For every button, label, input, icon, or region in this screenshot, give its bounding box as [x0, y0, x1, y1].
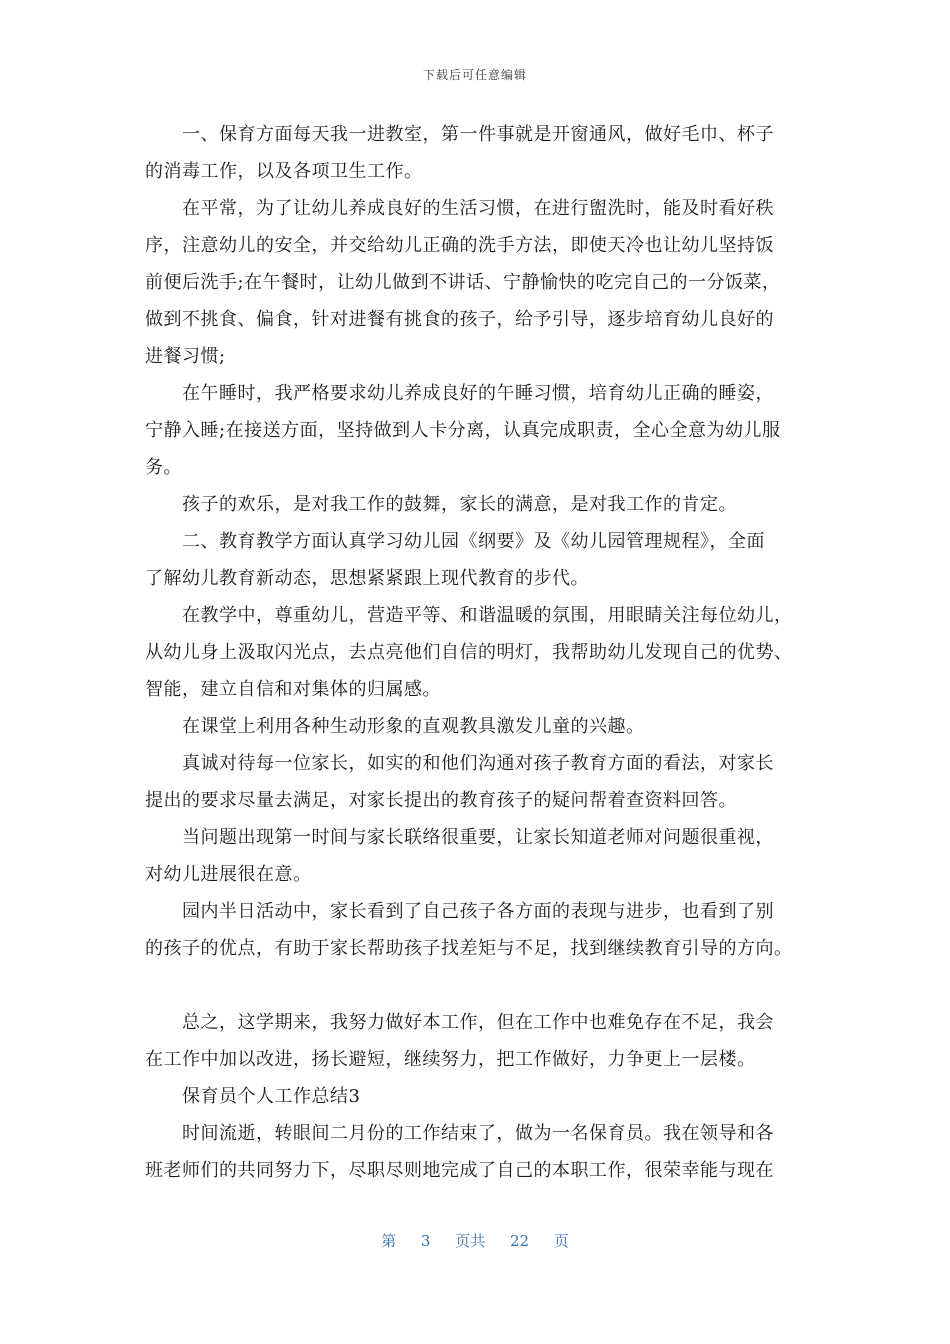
page-header: 下载后可任意编辑 [422, 68, 527, 82]
page-number-footer [0, 1230, 950, 1251]
paragraph-teaching-intro: 二、教育教学方面认真学习幼儿园《纲要》及《幼儿园管理规程》，全面 了解幼儿教育新动态，思想紧紧跟上现代教育的步代。 [145, 531, 765, 589]
section-heading: 保育员个人工作总结3 [182, 1086, 361, 1107]
paragraph-half-day-activity: 园内半日活动中，家长看到了自己孩子各方面的表现与进步，也看到了别 的孩子的优点，有助于家长帮助孩子找差矩与不足，找到继续教育引导的方向。 [145, 901, 793, 959]
paragraph-next-section: 时间流逝，转眼间二月份的工作结束了，做为一名保育员。我在领导和各 班老师们的共同努力下，尽职尽则地完成了自己的本职工作，很荣幸能与现在 [145, 1123, 774, 1181]
page-total: 22 [510, 1232, 530, 1250]
paragraph-teaching-aids: 在课堂上利用各种生动形象的直观教具激发儿童的兴趣。 [182, 716, 645, 737]
paragraph-parent-communication: 真诚对待每一位家长，如实的和他们沟通对孩子教育方面的看法，对家长 提出的要求尽量去满足，对家长提出的教育孩子的疑问帮着查资料回答。 [145, 753, 774, 811]
paragraph-teaching-respect: 在教学中，尊重幼儿，营造平等、和谐温暖的氛围，用眼睛关注每位幼儿， 从幼儿身上汲取闪光点，去点亮他们自信的明灯，我帮助幼儿发现自己的优势、 智能，建立自信和对集体的归属感。 [145, 605, 793, 700]
page-end-label: 页 [553, 1232, 569, 1250]
document-body [145, 116, 809, 1189]
paragraph-encouragement: 孩子的欢乐，是对我工作的鼓舞，家长的满意，是对我工作的肯定。 [182, 494, 737, 515]
paragraph-nap-time: 在午睡时，我严格要求幼儿养成良好的午睡习惯，培育幼儿正确的睡姿， 宁静入睡;在接送方面，坚持做到人卡分离，认真完成职责，全心全意为幼儿服 务。 [145, 383, 781, 478]
paragraph-childcare-intro: 一、保育方面每天我一进教室，第一件事就是开窗通风，做好毛巾、杯子 的消毒工作，以及各项卫生工作。 [145, 124, 774, 182]
page-mid-label: 页共 [455, 1232, 486, 1250]
page-current: 3 [420, 1232, 431, 1250]
paragraph-parent-contact: 当问题出现第一时间与家长联络很重要，让家长知道老师对问题很重视， 对幼儿进展很在意。 [145, 827, 774, 885]
paragraph-hygiene-habits: 在平常，为了让幼儿养成良好的生活习惯，在进行盥洗时，能及时看好秩 序，注意幼儿的安全，并交给幼儿正确的洗手方法，即使天冷也让幼儿坚持饭 前便后洗手;在午餐时，让幼儿做到不讲话、宁静愉快的吃完自己的一分饭菜， 做到不挑食、偏食，针对进餐有挑食的孩子，给予引导，逐步培育幼儿良好的 进餐习惯; [145, 198, 781, 367]
page-label: 第 [381, 1232, 397, 1250]
paragraph-conclusion: 总之，这学期来，我努力做好本工作，但在工作中也难免存在不足，我会 在工作中加以改进，扬长避短，继续努力，把工作做好，力争更上一层楼。 [145, 1012, 774, 1070]
